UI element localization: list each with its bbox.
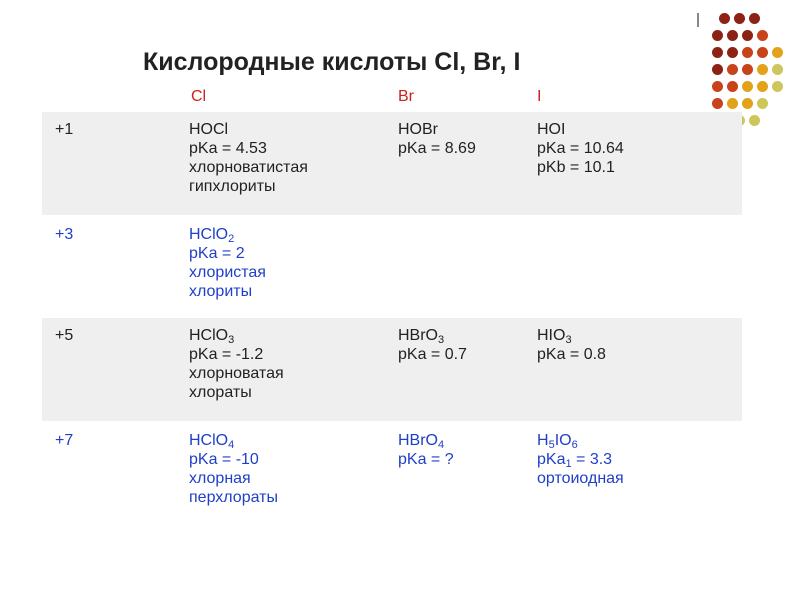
i-plus5-formula [537, 326, 606, 345]
i-plus7-formula [537, 431, 624, 450]
cl-plus7-formula [189, 431, 278, 450]
cell-i-plus1 [537, 120, 624, 177]
br-plus1-line: HOBr [398, 121, 438, 138]
row-band-1 [42, 112, 742, 215]
decor-dot [772, 47, 783, 58]
formula-base: HClO [189, 327, 229, 344]
header-br: Br [398, 88, 414, 105]
cl-plus3-line: pKa = 2 [189, 245, 245, 262]
decor-dot [772, 64, 783, 75]
formula-subscript: 4 [438, 439, 445, 451]
formula-part: H [537, 432, 549, 449]
decor-dot [727, 81, 738, 92]
formula-subscript: 4 [228, 439, 235, 451]
decor-dot [742, 30, 753, 41]
formula-base: HIO [537, 327, 566, 344]
i-plus1-line: pKa = 10.64 [537, 140, 624, 157]
state-plus1: +1 [55, 121, 74, 138]
decor-dot [712, 47, 723, 58]
state-plus5: +5 [55, 327, 74, 344]
i-plus5-line: pKa = 0.8 [537, 346, 606, 363]
formula-part: IO [554, 432, 572, 449]
decor-dot [742, 47, 753, 58]
pka-subscript: 1 [565, 458, 572, 470]
br-plus7-formula [398, 431, 454, 450]
decor-dot [757, 98, 768, 109]
cl-plus7-line: pKa = -10 [189, 451, 259, 468]
decor-dot [727, 64, 738, 75]
state-plus3: +3 [55, 226, 74, 243]
slide-title: Кислородные кислоты Cl, Br, I [143, 48, 521, 76]
cl-plus1-line: pKa = 4.53 [189, 140, 267, 157]
cl-plus1-line: HOCl [189, 121, 229, 138]
formula-base: HBrO [398, 432, 438, 449]
cl-plus3-line: хлориты [189, 283, 253, 300]
row-band-5 [42, 318, 742, 421]
cl-plus7-line: перхлораты [189, 489, 278, 506]
state-plus7: +7 [55, 432, 74, 449]
cl-plus7-line: хлорная [189, 470, 251, 487]
cell-cl-plus1 [189, 120, 308, 196]
pka-label: pKa [537, 451, 566, 468]
formula-subscript: 3 [565, 334, 572, 346]
decor-dot [757, 81, 768, 92]
cl-plus3-formula [189, 225, 266, 244]
cl-plus5-line: pKa = -1.2 [189, 346, 264, 363]
cl-plus5-line: хлораты [189, 384, 252, 401]
cell-i-plus5 [537, 326, 606, 364]
header-i: I [537, 88, 542, 105]
formula-base: HClO [189, 226, 229, 243]
cl-plus5-formula [189, 326, 284, 345]
cell-br-plus5 [398, 326, 467, 364]
decor-dot [749, 115, 760, 126]
formula-base: HBrO [398, 327, 438, 344]
decor-dot [727, 47, 738, 58]
cl-plus1-line: гипхлориты [189, 178, 276, 195]
pka-value: = 3.3 [571, 451, 613, 468]
decor-dot [742, 64, 753, 75]
formula-base: HClO [189, 432, 229, 449]
br-plus5-line: pKa = 0.7 [398, 346, 467, 363]
cell-br-plus1 [398, 120, 476, 158]
cell-i-plus7 [537, 431, 624, 488]
br-plus7-line: pKa = ? [398, 451, 454, 468]
formula-subscript: 3 [438, 334, 445, 346]
decor-dot [712, 98, 723, 109]
cell-cl-plus5 [189, 326, 284, 402]
decor-dot [757, 47, 768, 58]
decor-dot [772, 81, 783, 92]
i-plus7-pka [537, 450, 624, 469]
decor-dot [719, 13, 730, 24]
decor-dot [749, 13, 760, 24]
decor-dot [727, 98, 738, 109]
cl-plus5-line: хлорноватая [189, 365, 284, 382]
cl-plus1-line: хлорноватистая [189, 159, 308, 176]
header-cl: Cl [191, 88, 207, 105]
cell-br-plus7 [398, 431, 454, 469]
formula-subscript: 3 [228, 334, 235, 346]
i-plus7-line: ортоиодная [537, 470, 624, 487]
decor-dot [734, 13, 745, 24]
decor-dot [712, 81, 723, 92]
decor-dot [712, 30, 723, 41]
formula-subscript: 5 [548, 439, 555, 451]
br-plus5-formula [398, 326, 467, 345]
decor-dot [757, 64, 768, 75]
i-plus1-line: HOI [537, 121, 566, 138]
cell-cl-plus3 [189, 225, 266, 301]
i-plus1-line: pKb = 10.1 [537, 159, 615, 176]
decor-dot [727, 30, 738, 41]
decor-dot [757, 30, 768, 41]
decor-dot [742, 98, 753, 109]
cell-cl-plus7 [189, 431, 278, 507]
formula-subscript: 2 [228, 233, 235, 245]
decor-dot [742, 81, 753, 92]
decor-dot [712, 64, 723, 75]
cl-plus3-line: хлористая [189, 264, 266, 281]
formula-subscript: 6 [571, 439, 578, 451]
br-plus1-line: pKa = 8.69 [398, 140, 476, 157]
